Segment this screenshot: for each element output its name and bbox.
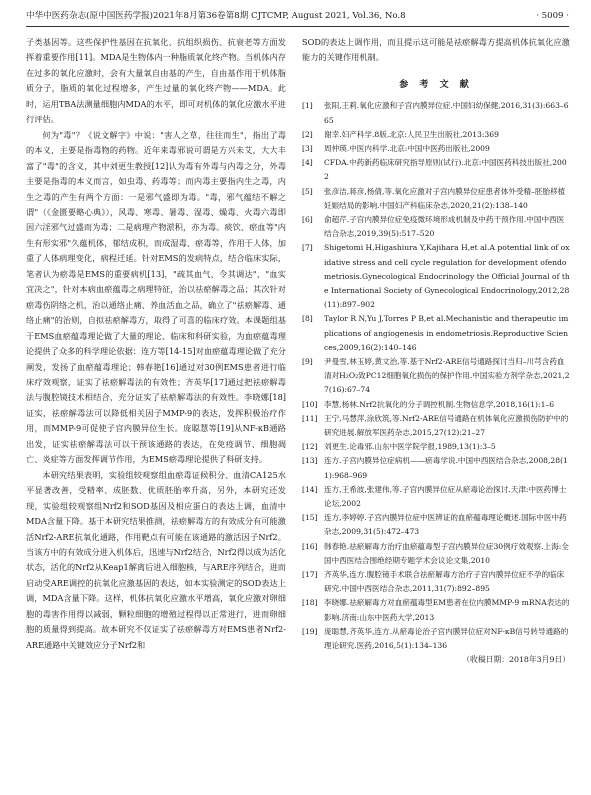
body-paragraph-3: 本研究结果表明，实验组较观察组血瘀毒证候积分、血清CA125水平显著改善，受精率、成胚数、优质胚胎率升高，另外，本研究还发现，实验组较观察组Nrf2和SOD基因及相应蛋白的表达上调，血清中MDA含量下降。基于本研究结果推测，祛瘀解毒方的有效成分有可能激活Nrf2-ARE抗氧化通路，作用靶点有可能在该通路的激活因子Nrf2。当该方中的有效成分进入机体后，迅速与Nrf2结合，Nrf2得以成为活化状态，活化的Nrf2从Keap1解离后进入细胞核，与ARE序列结合，进而启动受ARE调控的抗氧化应激基因的表达，如本实验测定的SOD表达上调，MDA含量下降。这样，机体抗氧化应激水平增高，氧化应激对卵细胞的毒害作用得以减弱，颗粒细胞的增殖过程得以正常进行，进而卵细胞的质量得到提高。故本研究不仅证实了祛瘀解毒方对EMS患者Nrf2-ARE通路中关键效应分子Nrf2和: [26, 469, 286, 650]
reference-number: [7]: [302, 243, 313, 253]
reference-text: 张阳,王莉.氧化应激和子宫内膜异位症.中国妇幼保健,2016,31(3):663–665: [324, 101, 569, 125]
reference-item: [302, 185, 570, 213]
reference-text: 韩春艳.祛瘀解毒方治疗血瘀蕴毒型子宫内膜异位症30例疗效观察.上海:全国中西医结合围绝经期专题学术会议论文集,2010: [324, 541, 569, 565]
reference-number: [16]: [302, 541, 318, 551]
reference-text: 刘更生.论毒邪.山东中医学院学报,1989,13(1):3–5: [324, 442, 496, 452]
reference-text: 庞聪慧,齐英华,连方.从瘀毒论治子宫内膜异位症对NF-κB信号转导通路的理论研究.医药,2016,5(1):134–136: [324, 626, 569, 651]
journal-header-title: 中华中医药杂志(原中国医药学报)2021年8月第36卷第8期 CJTCMP, August 2021, Vol.36, No.8: [26, 11, 406, 21]
reference-text: 连方,王希波,张建伟,等.子宫内膜异位症从瘀毒论治探讨.天津:中医药博士论坛,2002: [324, 484, 567, 509]
reference-item: [302, 568, 570, 596]
reference-text: 周仲瑛.中医内科学.北京:中国中医药出版社,2009: [324, 143, 490, 153]
reference-item: [302, 398, 570, 412]
reference-item: [302, 511, 570, 539]
reference-number: [13]: [302, 456, 318, 466]
reference-text: 王宁,马慧萍,涂欣筑,等.Nrf2-ARE信号通路在机体氧化应激损伤防护中的研究进展.解放军医药杂志,2015,27(12):21–27: [324, 413, 569, 438]
reference-number: [18]: [302, 598, 318, 608]
reference-item: [302, 241, 570, 312]
reference-number: [3]: [302, 143, 313, 153]
reference-number: [17]: [302, 570, 318, 580]
reference-number: [10]: [302, 399, 318, 409]
reference-item: [302, 625, 570, 653]
reference-item: [302, 142, 570, 156]
reference-text: 谢幸.妇产科学.8版.北京:人民卫生出版社,2013:369: [324, 129, 499, 139]
reference-number: [4]: [302, 158, 313, 168]
reference-number: [12]: [302, 442, 318, 452]
right-column: [302, 35, 570, 667]
reference-text: 俞超芹.子宫内膜异位症免疫微环境形成机制及中药干预作用.中国中西医结合杂志,2019,39(5):517–520: [324, 214, 565, 239]
reference-item: [302, 355, 570, 398]
reference-number: [15]: [302, 513, 318, 523]
reference-number: [6]: [302, 214, 313, 224]
reference-text: 张彦洁,蒋彦,杨倩,等.氧化应激对子宫内膜异位症患者体外受精–胚胎移植妊娠结局的影响.中国妇产科临床杂志,2020,21(2):138–140: [324, 186, 566, 210]
body-paragraph-continued: SOD的表达上调作用，而且提示这可能是祛瘀解毒方提高机体抗氧化应激能力的关键作用机制。: [302, 37, 570, 63]
page-number: · 5009 ·: [536, 11, 569, 21]
received-date: （收稿日期：2018年3月9日）: [462, 655, 570, 665]
reference-text: 齐英华,连方.腹腔镜手术联合祛瘀解毒方治疗子宫内膜异位症不孕的临床研究.中国中西医结合杂志,2011,31(7):892–895: [324, 570, 565, 594]
reference-number: [14]: [302, 484, 318, 494]
reference-item: [302, 540, 570, 568]
reference-item: [302, 596, 570, 624]
reference-number: [1]: [302, 101, 313, 111]
reference-text: 李慧,杨林.Nrf2抗氧化的分子调控机制.生物信息学,2018,16(1):1–6: [324, 399, 555, 409]
reference-number: [8]: [302, 314, 313, 324]
reference-number: [9]: [302, 357, 313, 367]
reference-number: [5]: [302, 186, 313, 196]
reference-number: [19]: [302, 626, 318, 636]
reference-list: [302, 99, 570, 653]
references-heading: 参 考 文 献: [399, 79, 473, 90]
reference-text: 尹曼雪,林玉婷,黄文治,等.基于Nrf2-ARE信号通路探讨当归–川芎含药血清对H₂O₂致PC12细胞氧化损伤的保护作用.中国实验方剂学杂志,2021,27(16):67–74: [324, 357, 570, 395]
reference-item: [302, 213, 570, 241]
body-paragraph-1: 子类基因等。这些保护性基因在抗氧化、抗组织损伤、抗衰老等方面发挥着重要作用[11]。MDA是生物体内一种脂质氧化终产物。当机体内存在过多的氧化应激时，会有大量氧自由基的产生，自由基作用于机体脂质分子，脂质的氧化过程增多，产生过量的氧化终产物——MDA。此时，运用TBA法测量细胞内MDA的水平，即可对机体的氧化应激水平进行评估。: [26, 37, 286, 125]
reference-item: [302, 483, 570, 511]
reference-text: CFDA.中药新药临床研究指导原则(试行).北京:中国医药科技出版社,2002: [324, 158, 567, 182]
reference-number: [2]: [302, 129, 313, 139]
left-column: [26, 35, 286, 653]
reference-text: Shigetomi H,Higashiura Y,Kajihara H,et al.A potential link of oxidative stress and cell cycle regulation for development ofendometriosis.Gynecological Endocrinology the Official Journal of the International Society of Gynecological Endocrinology,2012,28(11):897–902: [324, 243, 570, 310]
reference-item: [302, 440, 570, 454]
reference-text: 李晓娜.祛瘀解毒方对血瘀蕴毒型EM患者在位内膜MMP-9 mRNA表达的影响.济南:山东中医药大学,2013: [324, 598, 570, 622]
reference-item: [302, 128, 570, 142]
reference-number: [11]: [302, 413, 318, 423]
running-header: [26, 8, 569, 27]
reference-item: [302, 454, 570, 482]
body-paragraph-2: 何为"毒"？《说文解字》中说："害人之草，往往而生"，指出了毒的本义，主要是指毒物的药物。近年来毒邪说可谓是方兴未艾，大大丰富了"毒"的含义，其中刘更生教授[12]认为毒有外毒与内毒之分，外毒主要是指毒的本义而言，如虫毒、药毒等；而内毒主要指内生之毒，内生之毒的产生有两个方面：一是邪气盛即为毒。"毒，邪气蕴结不解之谓"（《金匮要略心典》），风毒、寒毒、暑毒、湿毒、燥毒、火毒六毒即因六淫邪气过盛而为毒；二是病理产物淤积，亦为毒。痰饮、瘀血等"内生有形实邪"久蕴机体，郁结成积，而成湿毒、瘀毒等，作用于人体，加重了人体病理变化，病程迁延。针对EMS的发病特点，结合临床实际，笔者认为瘀毒是EMS的重要病机[13]，"疏其血气，令其调达"，"血实宜决之"，针对本病血瘀蕴毒之病理特征，治以祛瘀解毒之品；其次针对瘀毒伤阴络之机，治以通络止痛、养血活血之品，确立了"祛瘀解毒、通络止痛"的治则，自拟祛瘀解毒方，取得了可喜的临床疗效。本课题组基于EMS血瘀蕴毒理论做了大量的理论、临床和科研实验，为血瘀蕴毒理论提供了众多的科学理论依据：连方等[14-15]对血瘀蕴毒理论做了充分阐发，发扬了血瘀蕴毒理论；韩春艳[16]通过对30例EMS患者进行临床疗效观察，证实了祛瘀解毒法的有效性；齐英华[17]通过把祛瘀解毒法与腹腔镜技术相结合，充分证实了祛瘀解毒法的有效性。李晓娜[18]证实，祛瘀解毒法可以降低相关因子MMP-9的表达，发挥积极治疗作用，而MMP-9可促使子宫内膜异位生长。庞聪慧等[19]从NF-κB通路出发，证实祛瘀解毒法可以干预该通路的表达，在免疫调节、细胞凋亡、炎症等方面发挥调节作用，为EMS瘀毒理论提供了科研支持。: [26, 129, 286, 465]
reference-text: 连方.子宫内膜异位症病机——瘀毒学说.中国中西医结合杂志,2008,28(11):968–969: [324, 456, 568, 480]
reference-item: [302, 99, 570, 127]
reference-item: [302, 412, 570, 440]
reference-text: 连方,李婷婷.子宫内膜异位症中医辨证的血瘀蕴毒理论概述.国际中医中药杂志,2009,31(5):472–473: [324, 513, 567, 537]
reference-item: [302, 156, 570, 184]
reference-text: Taylor R N,Yu J,Torres P B,et al.Mechanistic and therapeutic implications of angiogenesis in endometriosis.Reproductive Sciences,2009,16(2):140–146: [324, 314, 569, 352]
reference-item: [302, 312, 570, 355]
